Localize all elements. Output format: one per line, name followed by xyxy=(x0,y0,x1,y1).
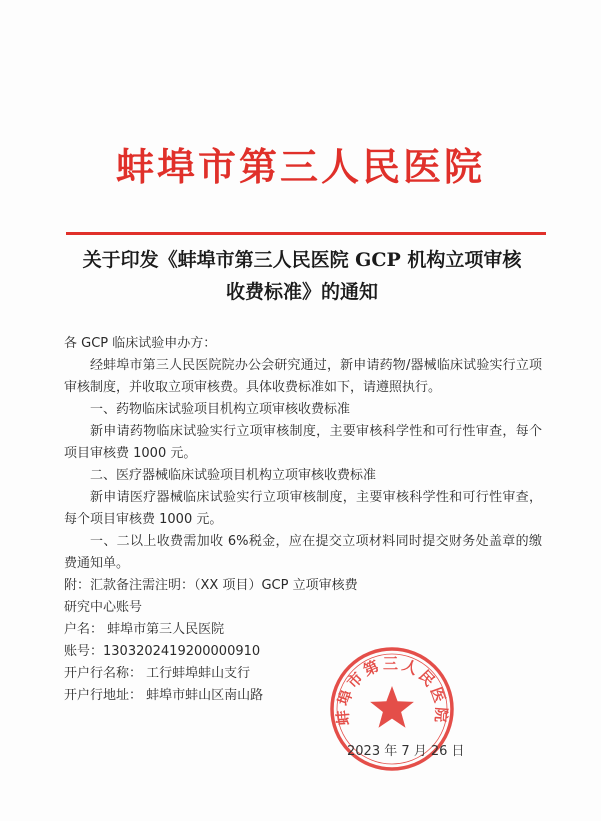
bank-name: 开户行名称： 工行蚌埠蚌山支行 xyxy=(64,666,251,681)
body-paragraph: 新申请医疗器械临床试验实行立项审核制度，主要审核科学性和可行性审查，每个项目审核费 1000 元。 xyxy=(64,490,542,527)
notice-body xyxy=(64,333,542,707)
letterhead-red-rule xyxy=(66,232,546,235)
body-paragraph: 一、二以上收费需加收 6%税金，应在提交立项材料同时提交财务处盖章的缴费通知单。 xyxy=(64,534,542,571)
notice-title-line-2: 收费标准》的通知 xyxy=(225,281,378,303)
seal-star-icon xyxy=(370,686,414,728)
section-heading-drug: 一、药物临床试验项目机构立项审核收费标准 xyxy=(90,402,351,417)
document-date: 2023 年 7 月 26 日 xyxy=(347,744,465,759)
attachment-line: 研究中心账号 xyxy=(64,600,143,615)
account-number: 账号：130320241920000091​0 xyxy=(64,644,261,659)
notice-title xyxy=(62,244,542,308)
body-paragraph: 新申请药物临床试验实行立项审核制度，主要审核科学性和可行性审查，每个项目审核费 1000 元。 xyxy=(64,424,542,461)
body-paragraph: 经蚌埠市第三人民医院院办公会研究通过，新申请药物/器械临床试验实行立项审核制度，并收取立项审核费。具体收费标准如下，请遵照执行。 xyxy=(64,358,542,395)
hospital-letterhead-title: 蚌埠市第三人民医院 xyxy=(115,144,485,189)
account-name: 户名： 蚌埠市第三人民医院 xyxy=(64,622,225,637)
notice-title-line-1: 关于印发《蚌埠市第三人民医院 GCP 机构立项审核 xyxy=(82,249,522,271)
salutation: 各 GCP 临床试验申办方： xyxy=(64,336,217,351)
section-heading-device: 二、医疗器械临床试验项目机构立项审核收费标准 xyxy=(90,468,377,483)
attachment-line: 附：汇款备注需注明：（XX 项目）GCP 立项审核费 xyxy=(64,578,358,593)
bank-address: 开户行地址： 蚌埠市蚌山区南山路 xyxy=(64,688,264,703)
seal-text: 蚌埠市第三人民医院 xyxy=(333,654,451,726)
